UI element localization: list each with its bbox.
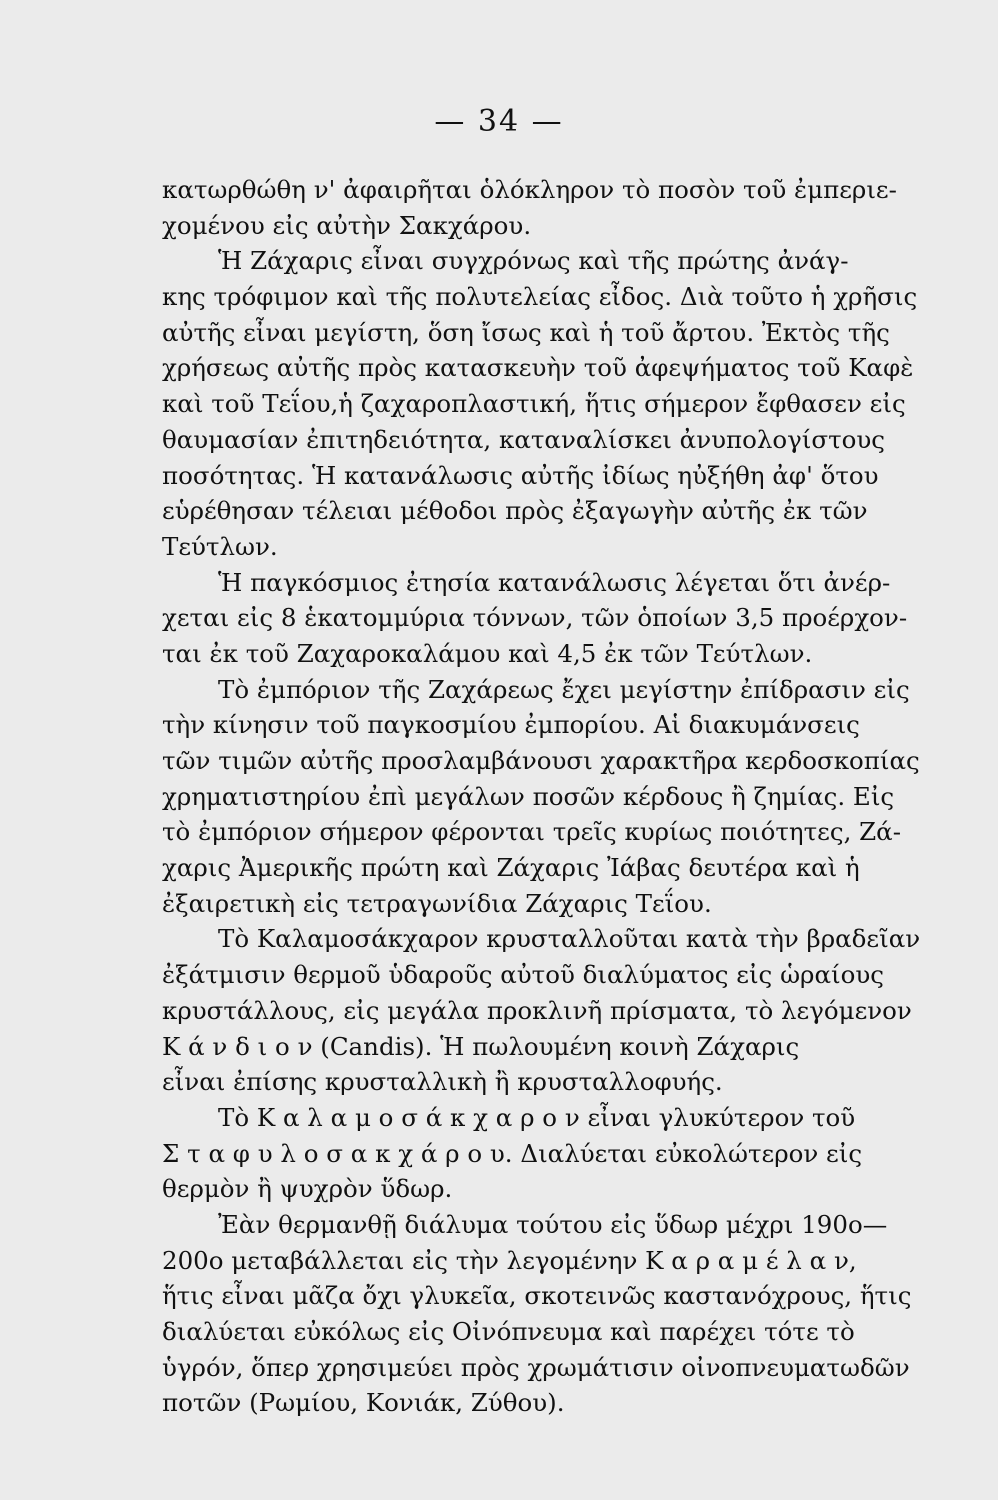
text-line: Ἐὰν θερμανθῇ διάλυμα τούτου εἰς ὕδωρ μέχρι 190ο— <box>218 1209 888 1239</box>
text-line: ἐξάτμισιν θερμοῦ ὑδαροῦς αὐτοῦ διαλύματος εἰς ὡραίους <box>162 960 884 990</box>
text-line: κατωρθώθη ν' ἀφαιρῆται ὁλόκληρον τὸ ποσὸν τοῦ ἐμπεριε- <box>162 175 897 204</box>
paragraph <box>162 565 988 672</box>
text-line: Ἡ Ζάχαρις εἶναι συγχρόνως καὶ τῆς πρώτης ἀνάγ- <box>218 246 849 276</box>
text-line: Ἡ παγκόσμιος ἐτησία κατανάλωσις λέγεται ὅτι ἀνέρ- <box>218 567 891 597</box>
text-line: ποσότητας. Ἡ κατανάλωσις αὐτῆς ἰδίως ηὐξήθη ἀφ' ὅτου <box>162 460 879 490</box>
paragraph <box>162 172 988 243</box>
text-line: χρηματιστηρίου ἐπὶ μεγάλων ποσῶν κέρδους ἢ ζημίας. Εἰς <box>162 781 895 811</box>
text-line: Τὸ ἐμπόριον τῆς Ζαχάρεως ἔχει μεγίστην ἐπίδρασιν εἰς <box>218 674 910 704</box>
text-line: εἶναι ἐπίσης κρυσταλλικὴ ἢ κρυσταλλοφυής. <box>162 1067 723 1097</box>
text-line: Κ ά ν δ ι ο ν (Candis). Ἡ πωλουμένη κοινὴ Ζάχαρις <box>162 1031 800 1061</box>
text-line: χομένου εἰς αὐτὴν Σακχάρου. <box>162 210 532 240</box>
text-line: θερμὸν ἢ ψυχρὸν ὕδωρ. <box>162 1174 453 1204</box>
text-line: εὑρέθησαν τέλειαι μέθοδοι πρὸς ἐξαγωγὴν αὐτῆς ἐκ τῶν <box>162 496 868 526</box>
text-line: θαυμασίαν ἐπιτηδειότητα, καταναλίσκει ἀνυπολογίστους <box>162 424 886 454</box>
body-text <box>162 172 988 1421</box>
paragraph <box>162 672 988 922</box>
page-number: — 34 — <box>434 104 564 139</box>
paragraph <box>162 243 988 564</box>
paragraph <box>162 1100 988 1207</box>
text-line: χρήσεως αὐτῆς πρὸς κατασκευὴν τοῦ ἀφεψήματος τοῦ Καφὲ <box>162 353 914 383</box>
text-line: Τὸ Κ α λ α μ ο σ ά κ χ α ρ ο ν εἶναι γλυκύτερον τοῦ <box>218 1102 856 1132</box>
text-line: ἥτις εἶναι μᾶζα ὄχι γλυκεῖα, σκοτεινῶς καστανόχρους, ἥτις <box>162 1281 912 1311</box>
text-line: ποτῶν (Ρωμίου, Κονιάκ, Ζύθου). <box>162 1388 565 1418</box>
text-line: 200ο μεταβάλλεται εἰς τὴν λεγομένην Κ α ρ α μ έ λ α ν, <box>162 1245 857 1275</box>
text-line: ται ἐκ τοῦ Ζαχαροκαλάμου καὶ 4,5 ἐκ τῶν Τεύτλων. <box>162 638 813 668</box>
text-line: χεται εἰς 8 ἑκατομμύρια τόννων, τῶν ὁποίων 3,5 προέρχον- <box>162 603 908 633</box>
text-line: καὶ τοῦ Τεΐου,ἡ ζαχαροπλαστική, ἥτις σήμερον ἔφθασεν εἰς <box>162 389 906 419</box>
text-line: τὴν κίνησιν τοῦ παγκοσμίου ἐμπορίου. Αἱ διακυμάνσεις <box>162 710 860 740</box>
text-line: αὐτῆς εἶναι μεγίστη, ὅση ἴσως καὶ ἡ τοῦ ἄρτου. Ἐκτὸς τῆς <box>162 317 890 347</box>
text-line: ὑγρόν, ὅπερ χρησιμεύει πρὸς χρωμάτισιν οἰνοπνευματωδῶν <box>162 1352 910 1382</box>
text-line: ἐξαιρετικὴ εἰς τετραγωνίδια Ζάχαρις Τεΐου. <box>162 888 712 918</box>
text-line: κρυστάλλους, εἰς μεγάλα προκλινῆ πρίσματα, τὸ λεγόμενον <box>162 995 912 1025</box>
text-line: τῶν τιμῶν αὐτῆς προσλαμβάνουσι χαρακτῆρα κερδοσκοπίας <box>162 746 920 775</box>
text-line: Τεύτλων. <box>162 531 278 561</box>
text-line: Τὸ Καλαμοσάκχαρον κρυσταλλοῦται κατὰ τὴν βραδεῖαν <box>218 924 921 954</box>
paragraph <box>162 921 988 1099</box>
text-line: κης τρόφιμον καὶ τῆς πολυτελείας εἶδος. Διὰ τοῦτο ἡ χρῆσις <box>162 282 918 312</box>
paragraph <box>162 1207 988 1421</box>
text-line: διαλύεται εὐκόλως εἰς Οἰνόπνευμα καὶ παρέχει τότε τὸ <box>162 1317 855 1346</box>
text-line: τὸ ἐμπόριον σήμερον φέρονται τρεῖς κυρίως ποιότητες, Ζά- <box>162 817 901 847</box>
text-line: Σ τ α φ υ λ ο σ α κ χ ά ρ ο υ. Διαλύεται εὐκολώτερον εἰς <box>162 1138 863 1168</box>
text-line: χαρις Ἀμερικῆς πρώτη καὶ Ζάχαρις Ἰάβας δευτέρα καὶ ἡ <box>162 853 860 883</box>
